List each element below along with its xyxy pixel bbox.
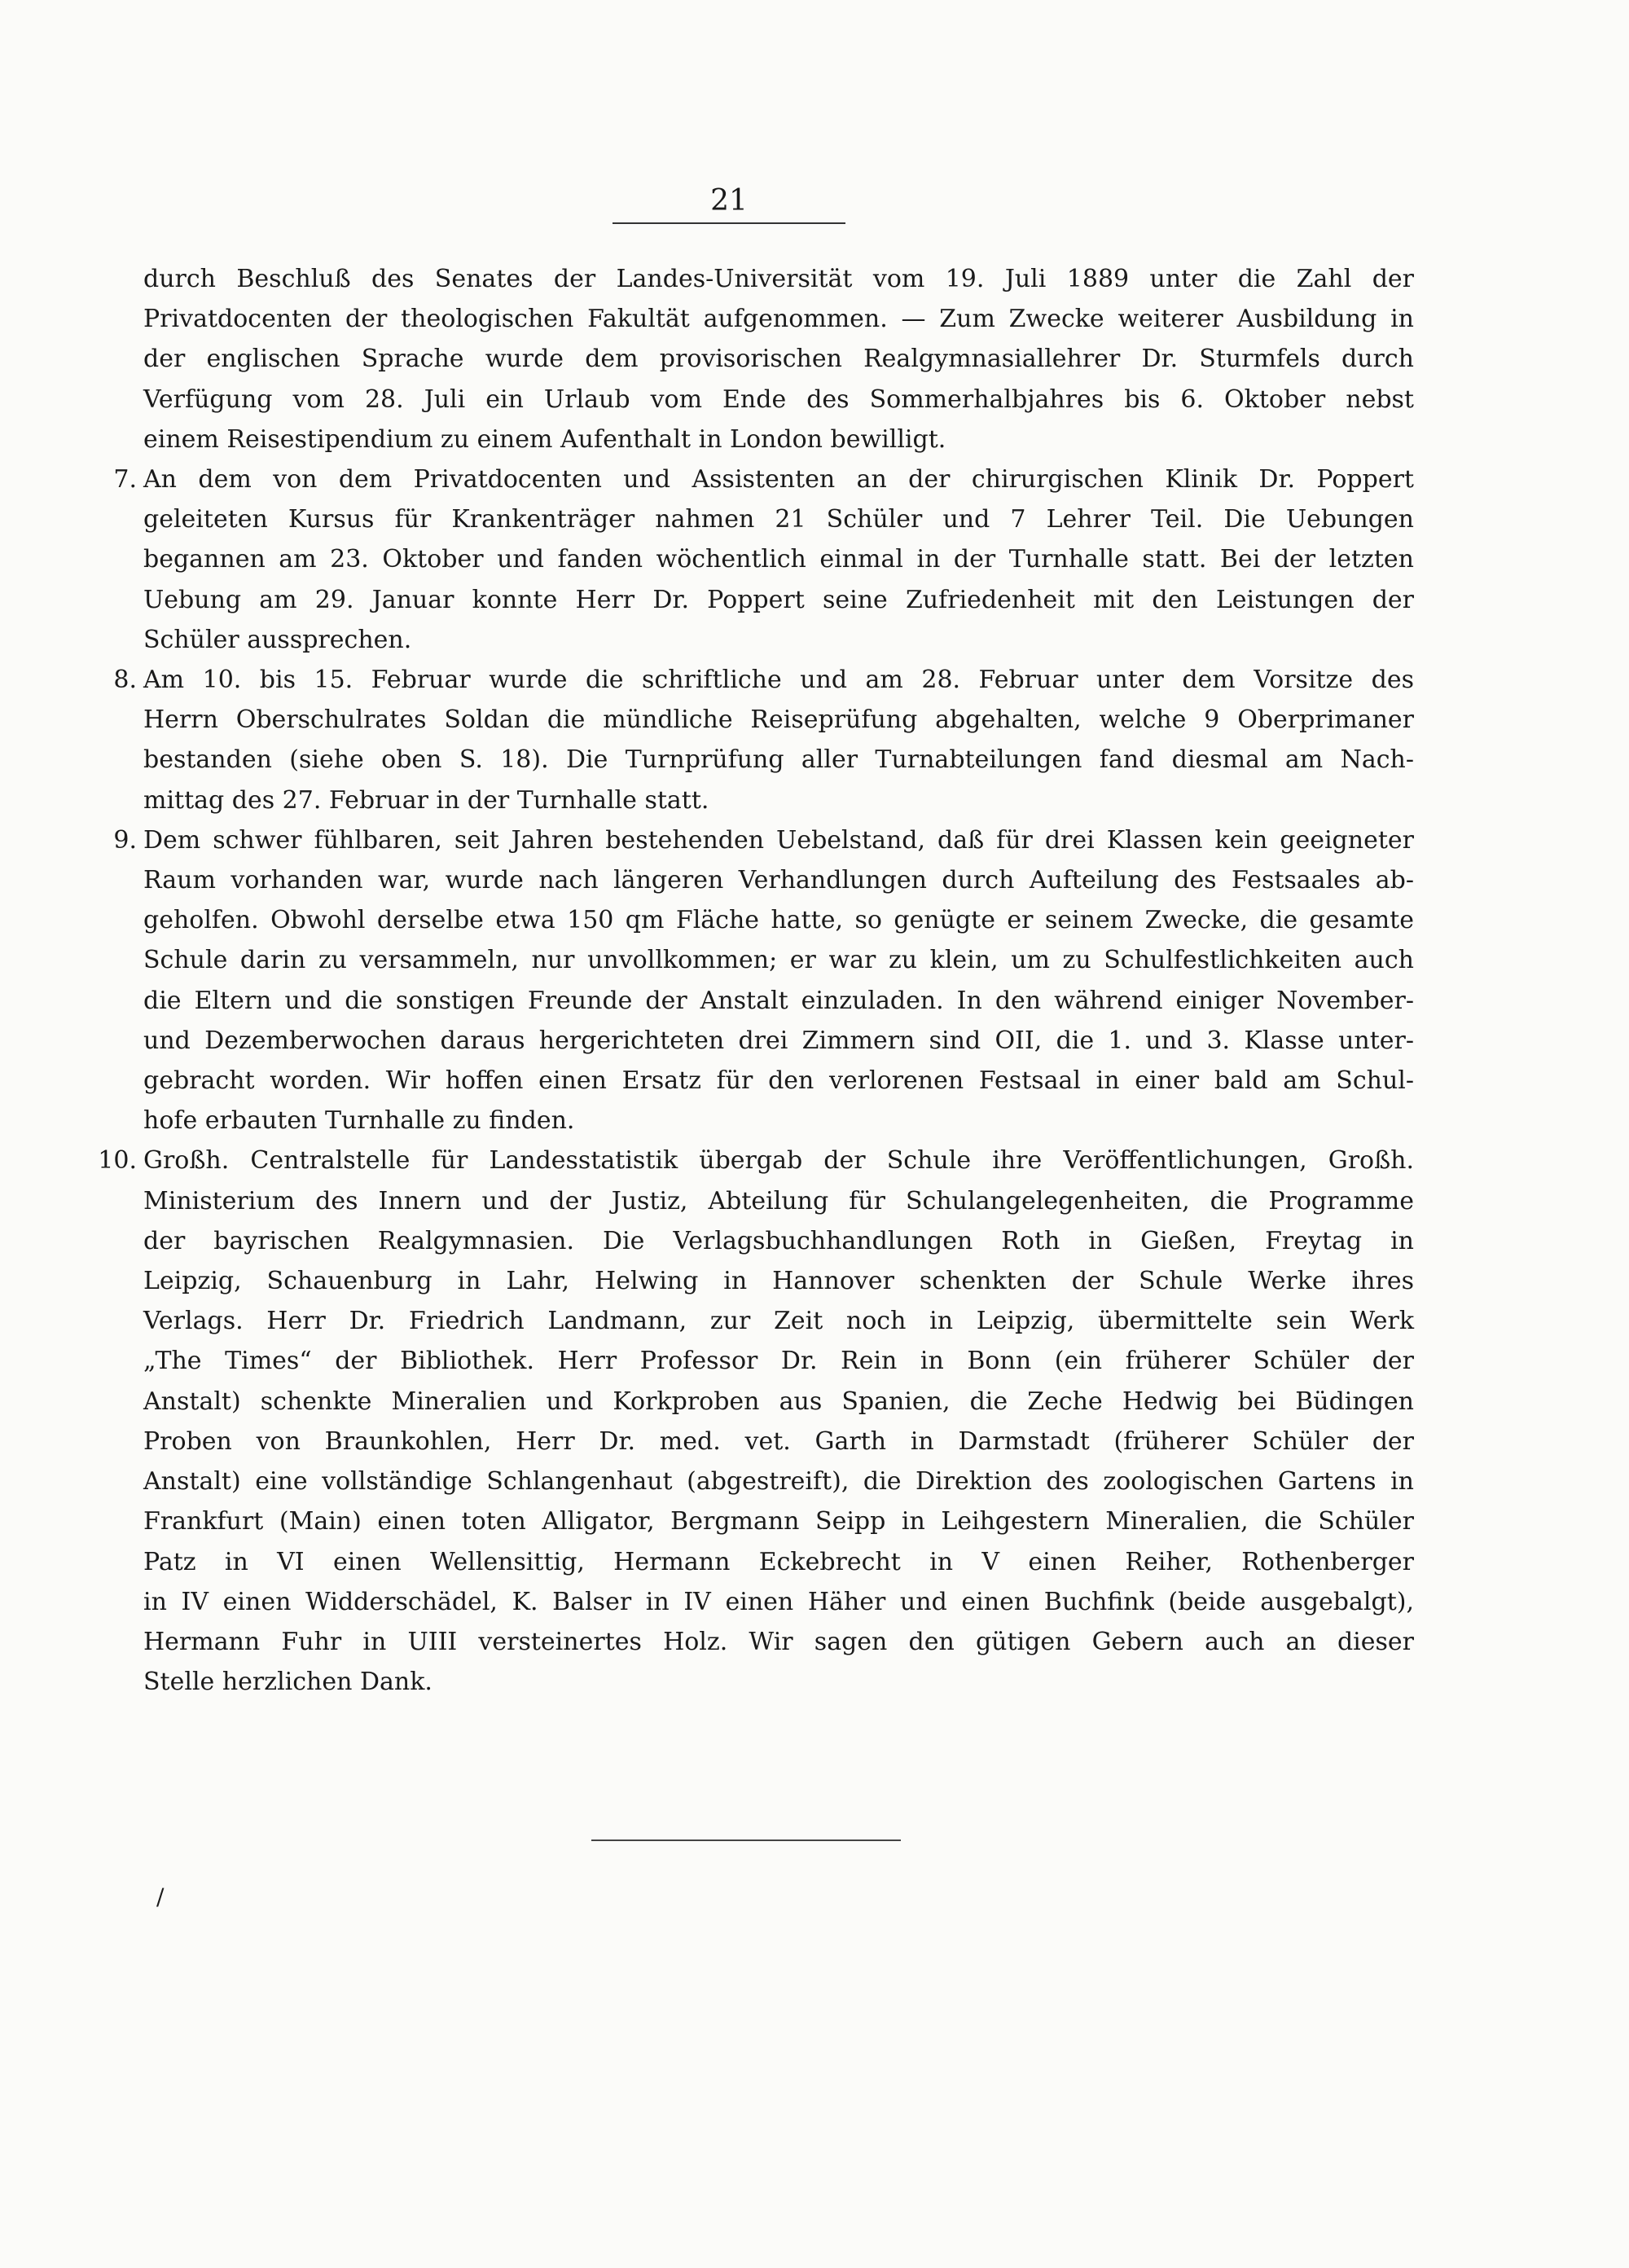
paragraph-item-9 — [113, 820, 1414, 1141]
text-line: Uebung am 29. Januar konnte Herr Dr. Poppert seine Zufriedenheit mit den Leistungen der — [143, 585, 1414, 614]
text-line: Am 10. bis 15. Februar wurde die schriftliche und am 28. Februar unter dem Vorsitze des — [143, 666, 1414, 695]
text-line: begannen am 23. Oktober und fanden wöchentlich einmal in der Turnhalle statt. Bei der letzten — [143, 545, 1414, 574]
text-line: Ministerium des Innern und der Justiz, Abteilung für Schulangelegenheiten, die Programme — [143, 1186, 1414, 1215]
text-line: Hermann Fuhr in UIII versteinertes Holz. Wir sagen den gütigen Gebern auch an dieser — [143, 1627, 1414, 1656]
text-line: bestanden (siehe oben S. 18). Die Turnprüfung aller Turnabteilungen fand diesmal am Nach- — [143, 745, 1414, 775]
text-line: Dem schwer fühlbaren, seit Jahren bestehenden Uebelstand, daß für drei Klassen kein geeigneter — [143, 825, 1414, 855]
page-number: 21 — [710, 184, 748, 218]
text-line: An dem von dem Privatdocenten und Assistenten an der chirurgischen Klinik Dr. Poppert — [143, 465, 1414, 494]
text-line: Leipzig, Schauenburg in Lahr, Helwing in Hannover schenkten der Schule Werke ihres — [143, 1267, 1414, 1296]
paragraph-item-8 — [113, 660, 1414, 820]
text-line: geholfen. Obwohl derselbe etwa 150 qm Fläche hatte, so genügte er seinem Zwecke, die gesamte — [143, 906, 1414, 935]
text-line: Anstalt) eine vollständige Schlangenhaut (abgestreift), die Direktion des zoologischen Gartens in — [143, 1467, 1414, 1497]
paragraph-item-7 — [113, 459, 1414, 660]
text-line: gebracht worden. Wir hoffen einen Ersatz für den verlorenen Festsaal in einer bald am Schul- — [143, 1066, 1414, 1096]
text-line: der englischen Sprache wurde dem provisorischen Realgymnasiallehrer Dr. Sturmfels durch — [143, 345, 1414, 374]
item-number: 7. — [113, 465, 137, 494]
text-line: Schüler aussprechen. — [143, 625, 412, 654]
text-line: in IV einen Widderschädel, K. Balser in IV einen Häher und einen Buchfink (beide ausgebalgt), — [143, 1587, 1414, 1616]
text-line: Proben von Braunkohlen, Herr Dr. med. vet. Garth in Darmstadt (früherer Schüler der — [143, 1426, 1414, 1456]
text-line: die Eltern und die sonstigen Freunde der Anstalt einzuladen. In den während einiger November- — [143, 986, 1414, 1015]
paragraph-continuation — [143, 259, 1414, 459]
text-line: Verlags. Herr Dr. Friedrich Landmann, zur Zeit noch in Leipzig, übermittelte sein Werk — [143, 1307, 1414, 1336]
text-line: durch Beschluß des Senates der Landes-Universität vom 19. Juli 1889 unter die Zahl der — [143, 265, 1414, 293]
header-rule — [613, 222, 845, 224]
text-line: Verfügung vom 28. Juli ein Urlaub vom Ende des Sommerhalbjahres bis 6. Oktober nebst — [143, 385, 1414, 414]
item-number: 9. — [113, 825, 137, 855]
text-line: der bayrischen Realgymnasien. Die Verlagsbuchhandlungen Roth in Gießen, Freytag in — [143, 1226, 1414, 1255]
text-line: Patz in VI einen Wellensittig, Hermann Eckebrecht in V einen Reiher, Rothenberger — [143, 1547, 1414, 1576]
text-line: Großh. Centralstelle für Landesstatistik übergab der Schule ihre Veröffentlichungen, Großh. — [143, 1146, 1414, 1176]
item-number: 8. — [113, 666, 137, 695]
text-line: Frankfurt (Main) einen toten Alligator, Bergmann Seipp in Leihgestern Mineralien, die Schüler — [143, 1507, 1414, 1536]
body-text — [98, 259, 1414, 1702]
item-number: 10. — [98, 1146, 137, 1176]
text-line: Stelle herzlichen Dank. — [143, 1668, 432, 1697]
paragraph-item-10 — [98, 1141, 1414, 1702]
text-line: hofe erbauten Turnhalle zu finden. — [143, 1106, 575, 1136]
text-line: mittag des 27. Februar in der Turnhalle statt. — [143, 785, 709, 815]
text-line: „The Times“ der Bibliothek. Herr Professor Dr. Rein in Bonn (ein früherer Schüler der — [143, 1347, 1414, 1376]
text-line: Privatdocenten der theologischen Fakultät aufgenommen. — Zum Zwecke weiterer Ausbildung in — [143, 305, 1414, 334]
text-line: geleiteten Kursus für Krankenträger nahmen 21 Schüler und 7 Lehrer Teil. Die Uebungen — [143, 505, 1414, 534]
text-line: und Dezemberwochen daraus hergerichteten drei Zimmern sind OII, die 1. und 3. Klasse unter- — [143, 1026, 1414, 1055]
text-line: Raum vorhanden war, wurde nach längeren Verhandlungen durch Aufteilung des Festsaales ab- — [143, 866, 1414, 895]
text-line: einem Reisestipendium zu einem Aufenthalt in London bewilligt. — [143, 424, 946, 454]
footer-rule — [591, 1839, 901, 1841]
text-line: Schule darin zu versammeln, nur unvollkommen; er war zu klein, um zu Schulfestlichkeiten auch — [143, 946, 1414, 975]
text-line: Anstalt) schenkte Mineralien und Korkproben aus Spanien, die Zeche Hedwig bei Büdingen — [143, 1387, 1414, 1416]
stray-mark: / — [156, 1883, 165, 1910]
text-line: Herrn Oberschulrates Soldan die mündliche Reiseprüfung abgehalten, welche 9 Oberprimaner — [143, 705, 1414, 735]
